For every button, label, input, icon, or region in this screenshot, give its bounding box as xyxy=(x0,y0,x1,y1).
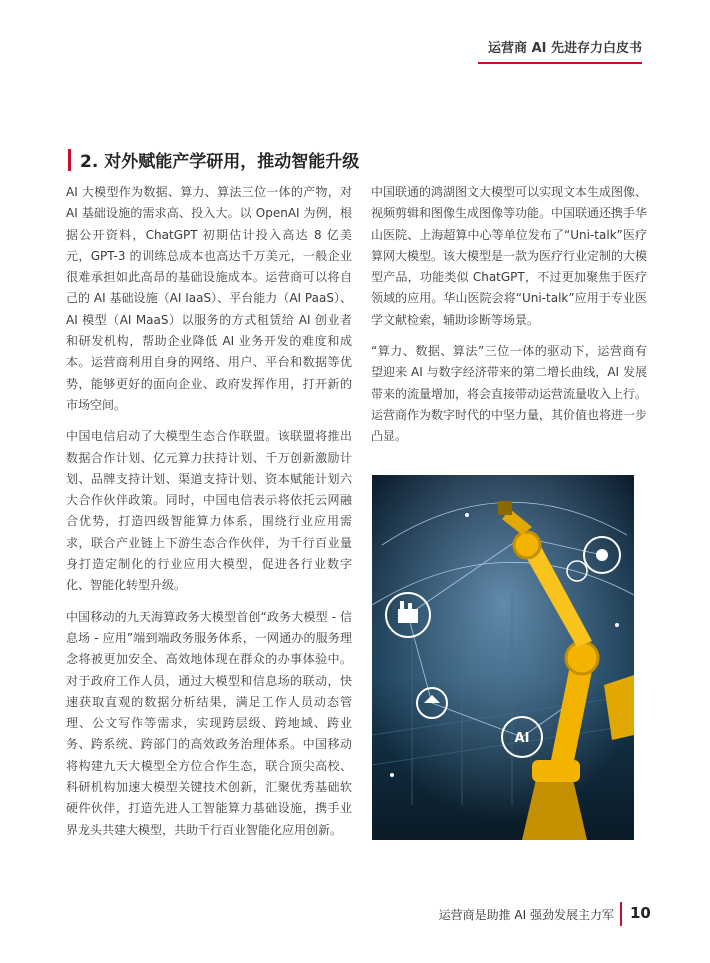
paragraph: “算力、数据、算法”三位一体的驱动下，运营商有望迎来 AI 与数字经济带来的第二增长曲线，AI 发展带来的流量增加，将会直接带动运营流量收入上行。运营商作为数字时代的中坚力量，其价值也将进一步凸显。 xyxy=(371,344,648,444)
paragraph: AI 大模型作为数据、算力、算法三位一体的产物，对 AI 基础设施的需求高、投入大。以 OpenAI 为例，根据公开资料，ChatGPT 初期估计投入高达 8 亿美元，GPT-3 的训练总成本也高达千万美元，一般企业很难承担如此高昂的基础设施成本。运营商可以将自己的 AI 基础设施（AI IaaS）、平台能力（AI PaaS）、AI 模型（AI MaaS）以服务的方式租赁给 AI 创业者和研发机构，帮助企业降低 AI 业务开发的难度和成本。运营商利用自身的网络、用户、平台和数据等优势，能够更好的面向企业、政府发挥作用，打开新的市场空间。 xyxy=(66,185,352,412)
robot-arm-image xyxy=(372,475,634,840)
section-heading xyxy=(68,147,359,172)
footer-separator xyxy=(620,902,622,926)
running-header-title: 运营商 AI 先进存力白皮书 xyxy=(488,41,642,56)
heading-accent-bar xyxy=(68,149,71,171)
left-column xyxy=(66,182,352,851)
section-title: 2. 对外赋能产学研用，推动智能升级 xyxy=(80,152,360,172)
header-rule xyxy=(478,62,642,64)
running-footer-text: 运营商是助推 AI 强劲发展主力军 xyxy=(438,908,614,922)
ai-icon-label: AI xyxy=(514,731,530,746)
right-column xyxy=(371,182,647,458)
paragraph: 中国电信启动了大模型生态合作联盟。该联盟将推出数据合作计划、亿元算力扶持计划、千万创新激励计划、品牌支持计划、渠道支持计划、资本赋能计划六大合作伙伴政策。同时，中国电信表示将依托云网融合优势，打造四级智能算力体系，围绕行业应用需求，联合产业链上下游生态合作伙伴，为千行百业量身打造定制化的行业应用大模型，促进各行业数字化、智能化转型升级。 xyxy=(66,429,352,593)
paragraph: 中国联通的鸿湖图文大模型可以实现文本生成图像、视频剪辑和图像生成图像等功能。中国联通还携手华山医院、上海超算中心等单位发布了“Uni-talk”医疗算网大模型。该大模型是一款为医疗行业定制的大模型产品，功能类似 ChatGPT，不过更加聚焦于医疗领域的应用。华山医院会将“Uni-talk”应用于专业医学文献检索，辅助诊断等场景。 xyxy=(371,185,648,327)
paragraph: 中国移动的九天海算政务大模型首创“政务大模型 - 信息场 - 应用”端到端政务服务体系，一网通办的服务理念将被更加安全、高效地体现在群众的办事体验中。对于政府工作人员，通过大模型和信息场的联动，快速获取直观的数据分析结果，满足工作人员动态管理、公文写作等需求，实现跨层级、跨地域、跨业务、跨系统、跨部门的高效政务治理体系。中国移动将构建九天大模型全方位合作生态，联合顶尖高校、科研机构加速大模型关键技术创新，汇聚优秀基础软硬件伙伴，打造先进人工智能算力基础设施，携手业界龙头共建大模型，共助千行百业智能化应用创新。 xyxy=(66,609,352,837)
page-number: 10 xyxy=(630,904,651,922)
